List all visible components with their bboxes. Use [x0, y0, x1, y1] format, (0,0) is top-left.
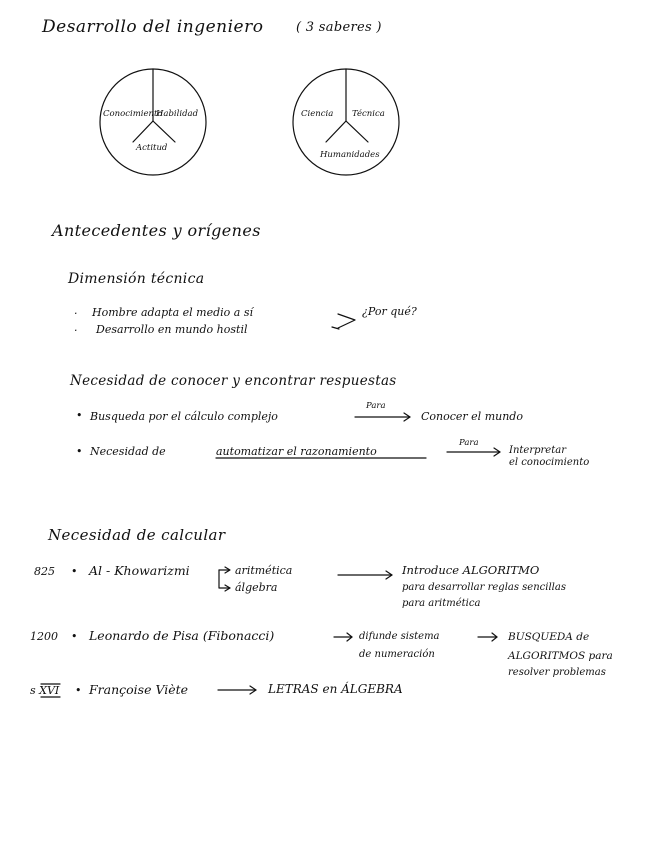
- result-letras-algebra: LETRAS en ÁLGEBRA: [268, 682, 403, 696]
- saberes-ciencia: Ciencia: [301, 109, 334, 119]
- bullet: •: [75, 684, 82, 697]
- branch-algebra: álgebra: [235, 581, 278, 594]
- saberes-conocimiento: Conocimiento: [103, 109, 163, 119]
- bullet: •: [71, 565, 78, 578]
- page-subtitle: ( 3 saberes ): [296, 20, 382, 35]
- list-item: Busqueda por el cálculo complejo: [90, 410, 278, 423]
- list-item-prefix: Necesidad de: [90, 445, 166, 458]
- result-interpretar-2: el conocimiento: [509, 457, 590, 468]
- subsection-dimension-tecnica: Dimensión técnica: [68, 271, 205, 287]
- saberes-habilidad: Habilidad: [156, 109, 199, 119]
- saberes-actitud: Actitud: [136, 143, 168, 153]
- arrow-label-para: Para: [366, 401, 386, 411]
- list-item: Desarrollo en mundo hostil: [96, 323, 248, 336]
- section-title-antecedentes: Antecedentes y orígenes: [52, 221, 261, 240]
- result-resolver: resolver problemas: [508, 667, 606, 678]
- de-numeracion: de numeración: [359, 649, 435, 660]
- result-conocer-mundo: Conocer el mundo: [421, 410, 523, 423]
- bracket-arrow: [338, 314, 355, 328]
- bullet: •: [76, 445, 83, 458]
- result-algoritmos: ALGORITMOS para: [508, 650, 613, 662]
- bullet: •: [76, 409, 83, 422]
- page-title: Desarrollo del ingeniero: [42, 17, 264, 37]
- question-por-que: ¿Por qué?: [362, 305, 417, 318]
- result-aritmetica: para aritmética: [402, 598, 481, 609]
- year-s-xvi: s XVI: [30, 684, 60, 697]
- result-busqueda: BUSQUEDA de: [508, 631, 590, 643]
- result-introduce-algoritmo: Introduce ALGORITMO: [402, 563, 540, 577]
- result-desarrollar: para desarrollar reglas sencillas: [402, 582, 566, 593]
- bullet: ·: [74, 324, 78, 337]
- section-title-calcular: Necesidad de calcular: [48, 526, 226, 544]
- branch-aritmetica: aritmética: [235, 564, 293, 577]
- saberes-circle-left: [100, 69, 206, 175]
- person-viete: Françoise Viète: [89, 682, 189, 697]
- list-item: Hombre adapta el medio a sí: [92, 306, 253, 319]
- difunde-sistema: difunde sistema: [359, 631, 440, 642]
- arrow-label-para: Para: [459, 438, 479, 448]
- year-825: 825: [34, 565, 55, 578]
- person-fibonacci: Leonardo de Pisa (Fibonacci): [89, 628, 275, 643]
- subsection-necesidad-conocer: Necesidad de conocer y encontrar respuestas: [70, 373, 397, 389]
- list-item-underlined: automatizar el razonamiento: [216, 445, 377, 458]
- year-1200: 1200: [30, 630, 58, 643]
- bullet: ·: [74, 307, 78, 320]
- person-al-khowarizmi: Al - Khowarizmi: [89, 563, 190, 578]
- bullet: •: [71, 630, 78, 643]
- saberes-humanidades: Humanidades: [320, 150, 380, 160]
- saberes-tecnica: Técnica: [352, 109, 385, 119]
- result-interpretar-1: Interpretar: [509, 445, 566, 456]
